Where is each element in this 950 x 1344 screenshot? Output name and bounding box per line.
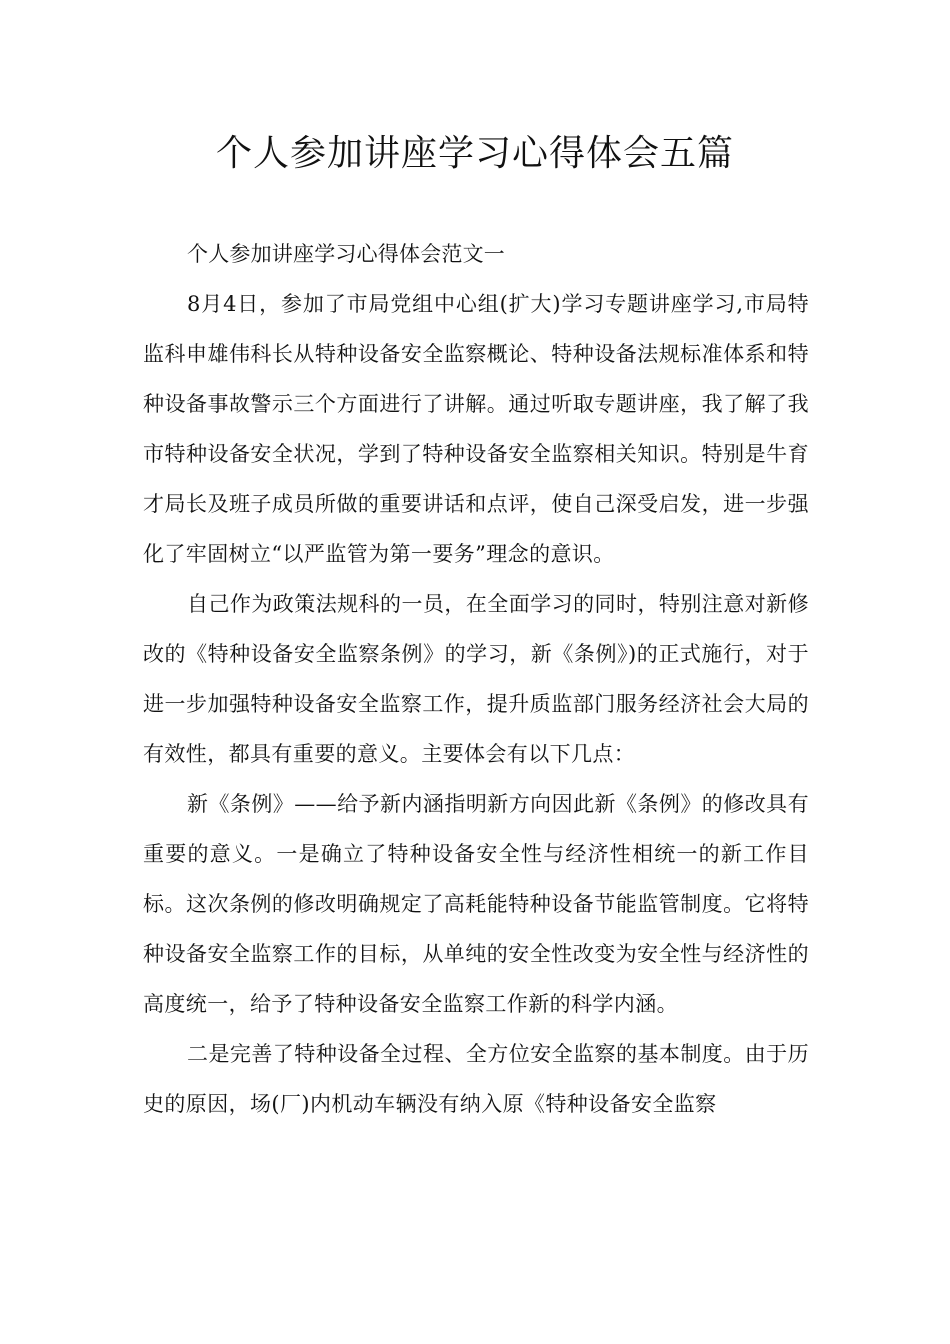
paragraph-3: 新《条例》——给予新内涵指明新方向因此新《条例》的修改具有重要的意义。一是确立了特种设备安全性与经济性相统一的新工作目标。这次条例的修改明确规定了高耗能特种设备节能监管制度。它将特种设备安全监察工作的目标，从单纯的安全性改变为安全性与经济性的高度统一，给予了特种设备安全监察工作新的科学内涵。 bbox=[143, 792, 809, 1016]
paragraph-4: 二是完善了特种设备全过程、全方位安全监察的基本制度。由于历史的原因，场(厂)内机动车辆没有纳入原《特种设备安全监察 bbox=[143, 1042, 809, 1116]
paragraph-2: 自己作为政策法规科的一员，在全面学习的同时，特别注意对新修改的《特种设备安全监察条例》的学习，新《条例》)的正式施行，对于进一步加强特种设备安全监察工作，提升质监部门服务经济社会大局的有效性，都具有重要的意义。主要体会有以下几点： bbox=[143, 592, 809, 766]
document-title: 个人参加讲座学习心得体会五篇 bbox=[215, 133, 734, 174]
section-subtitle: 个人参加讲座学习心得体会范文一 bbox=[187, 242, 505, 266]
paragraph-1: 8月4日，参加了市局党组中心组(扩大)学习专题讲座学习,市局特监科申雄伟科长从特种设备安全监察概论、特种设备法规标准体系和特种设备事故警示三个方面进行了讲解。通过听取专题讲座，我了解了我市特种设备安全状况，学到了特种设备安全监察相关知识。特别是牛育才局长及班子成员所做的重要讲话和点评，使自己深受启发，进一步强化了牢固树立“以严监管为第一要务”理念的意识。 bbox=[143, 292, 809, 566]
document-body bbox=[143, 229, 809, 1129]
